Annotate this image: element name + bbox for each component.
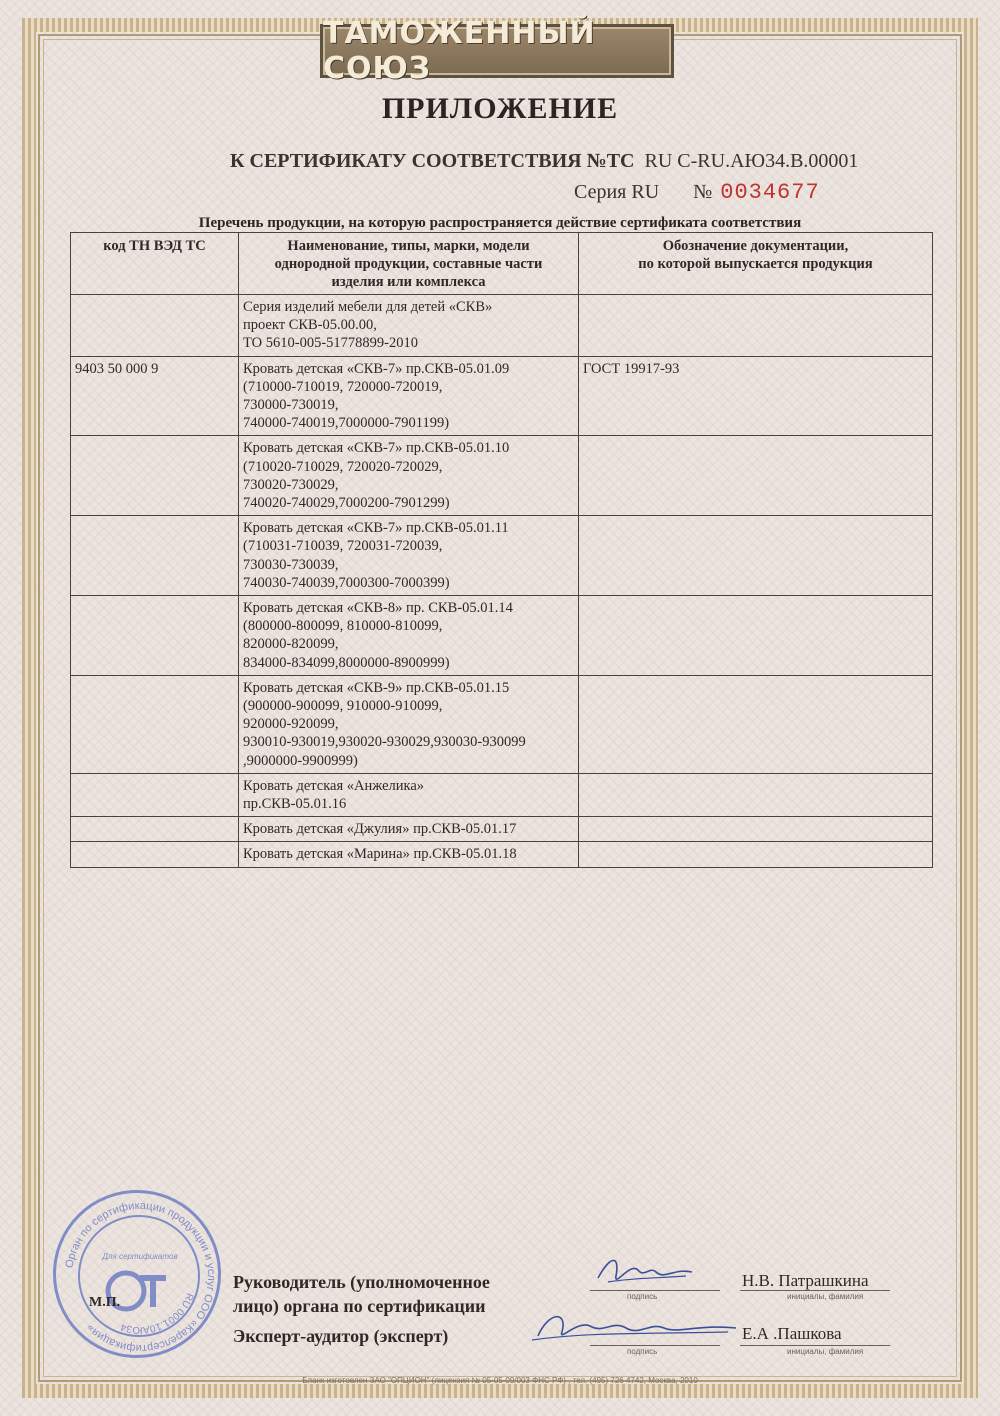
table.rows.3.name-line: 730030-730039, [243, 556, 339, 573]
seal-outer-text: Орган по сертификации продукции и услуг ООО «Карелсертификация» [63, 1199, 218, 1355]
table.rows.1.name-line: 730000-730019, [243, 397, 339, 414]
expert-name-caption: инициалы, фамилия [787, 1347, 864, 1356]
header-text-line: по которой выпускается продукция [638, 256, 873, 272]
table-row [71, 436, 933, 516]
blank-footer: Бланк изготовлен ЗАО "ОПЦИОН" (лицензия № 05-05-09/003 ФНС РФ) , тел. (495) 726 4742, Москва, 2010 [302, 1376, 698, 1385]
cell-code [71, 817, 239, 842]
cell-doc [579, 675, 933, 773]
table.rows.1.code-line: 9403 50 000 9 [75, 360, 159, 377]
cell-code [71, 675, 239, 773]
table.rows.0.name-line: ТО 5610-005-51778899-2010 [243, 335, 418, 352]
header-text-line: изделия или комплекса [331, 274, 486, 290]
cell-doc [579, 436, 933, 516]
table-row [71, 356, 933, 436]
head-label-line-2: лицо) органа по сертификации [233, 1296, 486, 1316]
cell-code [71, 842, 239, 867]
cell-doc [579, 773, 933, 816]
table-row [71, 675, 933, 773]
cell-doc [579, 356, 933, 436]
cell-name [239, 817, 579, 842]
number-sign: № [693, 181, 713, 203]
cell-name [239, 356, 579, 436]
table.rows.5.name-line: 920000-920099, [243, 716, 339, 733]
cell-code [71, 516, 239, 596]
cell-code [71, 436, 239, 516]
header-text-line: Наименование, типы, марки, модели [287, 238, 530, 254]
table.rows.4.name-line: 834000-834099,8000000-8900999) [243, 654, 450, 671]
product-table [70, 232, 933, 868]
head-label-line-1: Руководитель (уполномоченное [233, 1272, 490, 1292]
series-label: Серия RU [574, 181, 660, 203]
head-name-line [740, 1290, 890, 1291]
table.rows.5.name-line: Кровать детская «СКВ-9» пр.СКВ-05.01.15 [243, 679, 510, 696]
cell-code [71, 596, 239, 676]
cell-code [71, 295, 239, 357]
cell-doc [579, 516, 933, 596]
expert-signature-caption: подпись [627, 1347, 658, 1356]
table.rows.3.name-line: Кровать детская «СКВ-7» пр.СКВ-05.01.11 [243, 520, 509, 537]
table.rows.5.name-line: ,9000000-9900999) [243, 752, 358, 769]
table.rows.4.name-line: (800000-800099, 810000-810099, [243, 618, 443, 635]
table-row [71, 295, 933, 357]
cell-doc [579, 842, 933, 867]
table.rows.1.doc-line: ГОСТ 19917-93 [583, 360, 680, 377]
seal-inner-text: RU 0001.10АЮ34 [119, 1291, 196, 1336]
table.rows.5.name-line: (900000-900099, 910000-910099, [243, 698, 443, 715]
certification-body-seal [53, 1190, 221, 1358]
head-name-caption: инициалы, фамилия [787, 1292, 864, 1301]
document-title: ПРИЛОЖЕНИЕ [381, 92, 619, 125]
header-doc [579, 233, 933, 295]
table.rows.0.name-line: Серия изделий мебели для детей «СКВ» [243, 299, 493, 315]
table.rows.6.name-line: пр.СКВ-05.01.16 [243, 796, 347, 813]
cell-doc [579, 596, 933, 676]
table-row [71, 842, 933, 867]
table.rows.8.name-line: Кровать детская «Марина» пр.СКВ-05.01.18 [243, 846, 517, 863]
cell-name [239, 773, 579, 816]
table.rows.3.name-line: (710031-710039, 720031-720039, [243, 538, 443, 555]
table.rows.4.name-line: Кровать детская «СКВ-8» пр. СКВ-05.01.14 [243, 600, 513, 617]
seal-graphic [56, 1193, 224, 1361]
seal-center-label: Для сертификатов [102, 1252, 178, 1261]
stamp-place-label: М.П. [89, 1295, 121, 1310]
header-code [71, 233, 239, 295]
table.rows.1.name-line: (710000-710019, 720000-720019, [243, 378, 443, 395]
table.rows.5.name-line: 930010-930019,930020-930029,930030-930099 [243, 734, 526, 751]
expert-signature-line [590, 1345, 720, 1346]
table.rows.2.name-line: 730020-730029, [243, 476, 339, 493]
expert-name: Е.А .Пашкова [742, 1324, 842, 1343]
header-text-line: Обозначение документации, [662, 238, 849, 254]
cell-name [239, 675, 579, 773]
table-header-row [71, 233, 933, 295]
table-row [71, 596, 933, 676]
table.rows.1.name-line: Кровать детская «СКВ-7» пр.СКВ-05.01.09 [243, 360, 510, 377]
table-row [71, 817, 933, 842]
expert-label: Эксперт-аудитор (эксперт) [233, 1326, 449, 1346]
cell-name [239, 295, 579, 357]
form-number: 0034677 [720, 180, 820, 205]
banner-text: ТАМОЖЕННЫЙ СОЮЗ [323, 16, 596, 86]
head-name: Н.В. Патрашкина [742, 1271, 869, 1290]
head-signature-caption: подпись [627, 1292, 658, 1301]
head-signature-icon [590, 1248, 700, 1294]
certificate-label: К СЕРТИФИКАТУ СООТВЕТСТВИЯ №ТС [230, 150, 635, 172]
table.rows.6.name-line: Кровать детская «Анжелика» [243, 777, 425, 794]
cell-name [239, 596, 579, 676]
table.rows.7.name-line: Кровать детская «Джулия» пр.СКВ-05.01.17 [243, 821, 517, 838]
table-row [71, 516, 933, 596]
cell-name [239, 436, 579, 516]
table.rows.2.name-line: Кровать детская «СКВ-7» пр.СКВ-05.01.10 [243, 440, 510, 457]
certificate-reference [230, 150, 858, 173]
expert-name-line [740, 1345, 890, 1346]
certificate-number: RU C-RU.АЮ34.В.00001 [644, 150, 859, 172]
cell-name [239, 842, 579, 867]
cell-code [71, 356, 239, 436]
cell-doc [579, 295, 933, 357]
head-signature-line [590, 1290, 720, 1291]
cell-code [71, 773, 239, 816]
product-list-caption: Перечень продукции, на которую распространяется действие сертификата соответствия [198, 215, 802, 231]
table.rows.2.name-line: 740020-740029,7000200-7901299) [243, 495, 450, 512]
series-line [574, 180, 820, 205]
table-row [71, 773, 933, 816]
header-text-line: однородной продукции, составные части [274, 256, 543, 272]
customs-union-banner [320, 16, 674, 86]
expert-signature-icon [528, 1306, 748, 1346]
header-name [239, 233, 579, 295]
table.rows.3.name-line: 740030-740039,7000300-7000399) [243, 574, 450, 591]
table.rows.4.name-line: 820000-820099, [243, 636, 339, 653]
header-text-line: код ТН ВЭД ТС [103, 238, 206, 254]
cell-name [239, 516, 579, 596]
cell-doc [579, 817, 933, 842]
table.rows.2.name-line: (710020-710029, 720020-720029, [243, 458, 443, 475]
table.rows.0.name-line: проект СКВ-05.00.00, [243, 317, 377, 334]
table.rows.1.name-line: 740000-740019,7000000-7901199) [243, 415, 450, 432]
